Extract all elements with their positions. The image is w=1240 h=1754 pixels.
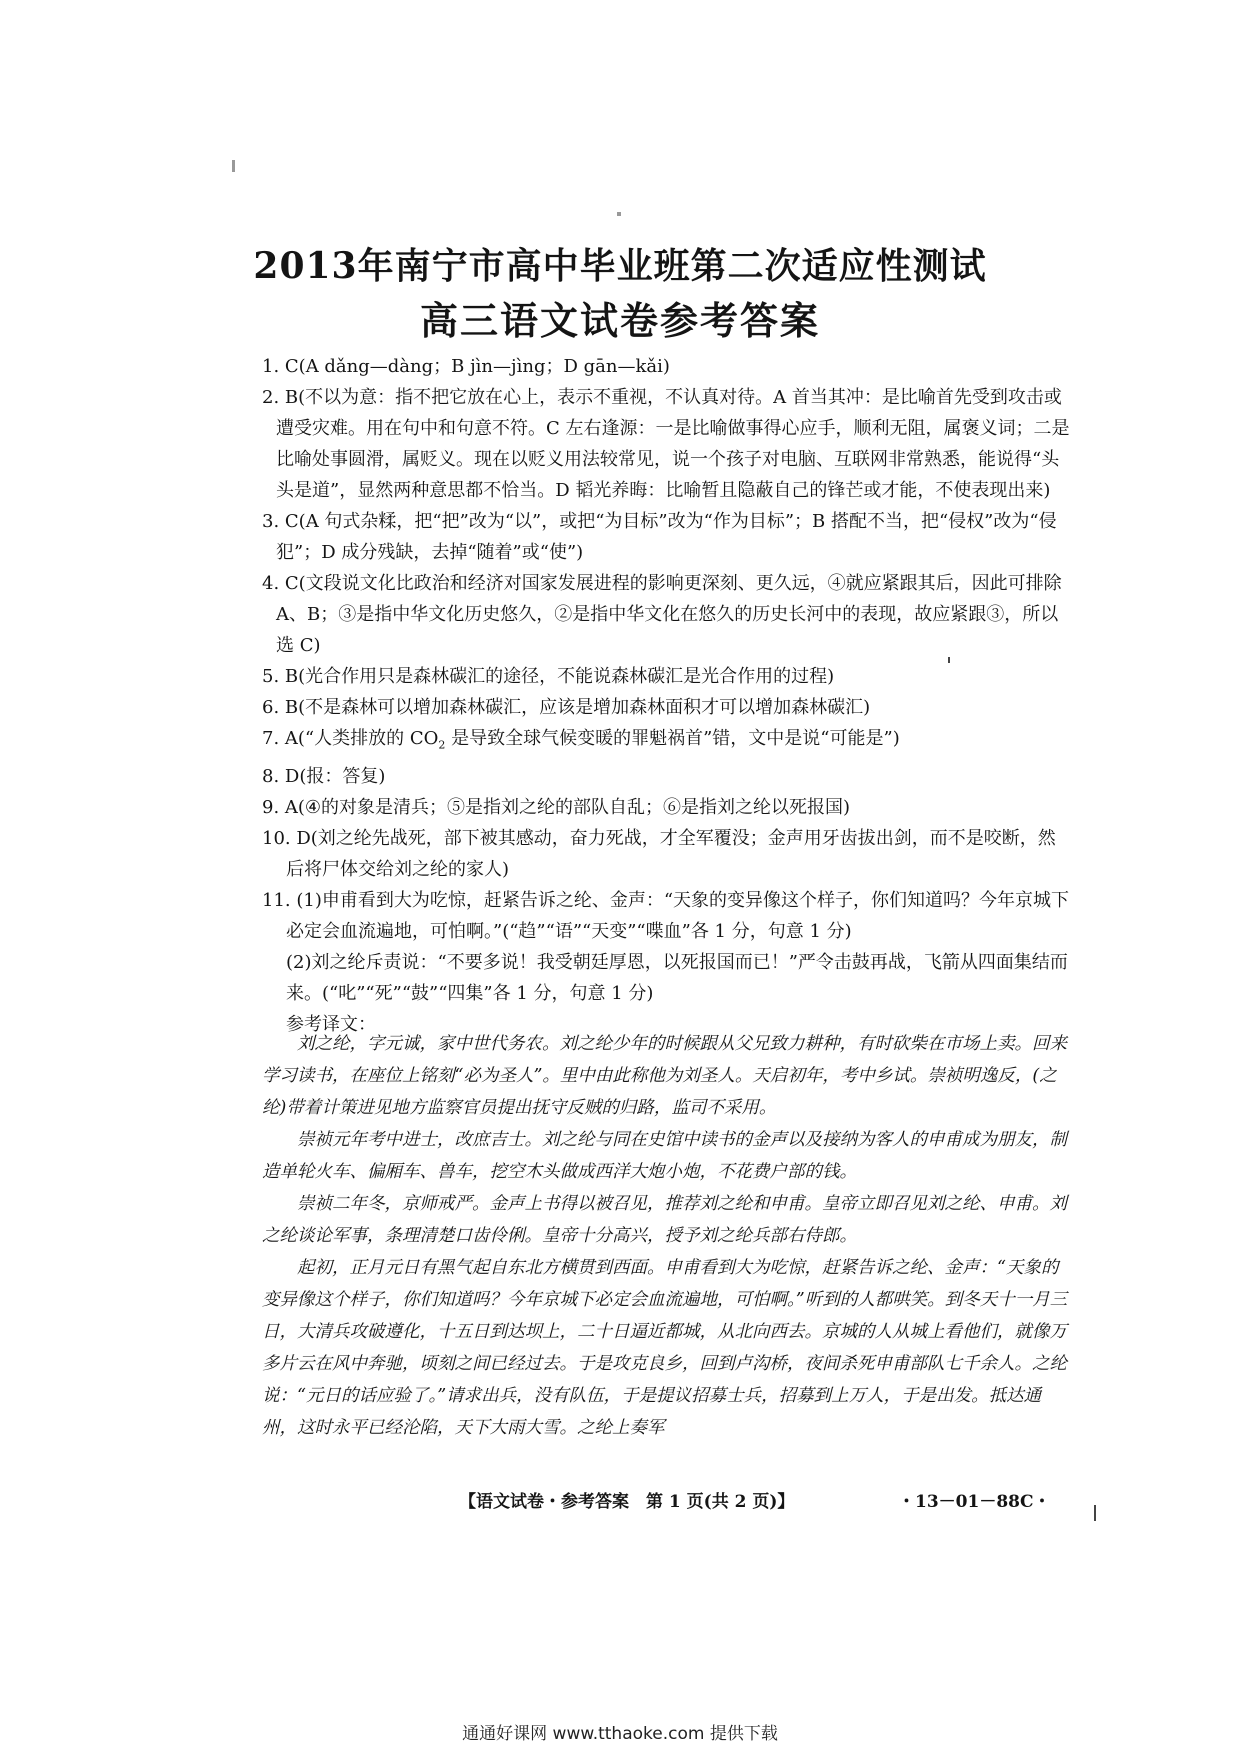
subscript: 2 — [438, 738, 446, 752]
answer-item-9: 9. A(④的对象是清兵；⑤是指刘之纶的部队自乱；⑥是指刘之纶以死报国) — [262, 796, 851, 818]
answer-item-7 — [262, 723, 1072, 761]
scan-speck — [617, 212, 621, 216]
answer-item-6: 6. B(不是森林可以增加森林碳汇，应该是增加森林面积才可以增加森林碳汇) — [262, 697, 871, 718]
answer-item-11-2: (2)刘之纶斥责说：“不要多说！我受朝廷厚恩，以死报国而已！”严令击鼓再战，飞箭从四面集结而来。(“叱”“死”“鼓”“四集”各 1 分，句意 1 分) — [286, 951, 1068, 1004]
document-title: 2013年南宁市高中毕业班第二次适应性测试 — [253, 245, 987, 287]
footer-code: ・13－01－88C・ — [898, 1492, 1051, 1512]
answer-item-5: 5. B(光合作用只是森林碳汇的途径，不能说森林碳汇是光合作用的过程) — [262, 666, 835, 687]
translation-label: 参考译文： — [286, 1013, 376, 1035]
answer-item-2: 2. B(不以为意：指不把它放在心上，表示不重视，不认真对待。A 首当其冲：是比喻首先受到攻击或遭受灾难。用在句中和句意不符。C 左右逢源：一是比喻做事得心应手，顺利无阻，属褒义词；二是比喻处事圆滑，属贬义。现在以贬义用法较常见，说一个孩子对电脑、互联网非常熟悉，能说得“头头是道”，显然两种意思都不恰当。D 韬光养晦：比喻暂且隐蔽自己的锋芒或才能，不使表现出来) — [262, 387, 1070, 501]
answer-item-8: 8. D(报：答复) — [262, 765, 386, 787]
translation-paragraph: 崇祯二年冬，京师戒严。金声上书得以被召见，推荐刘之纶和申甫。皇帝立即召见刘之纶、申甫。刘之纶谈论军事，条理清楚口齿伶俐。皇帝十分高兴，授予刘之纶兵部右侍郎。 — [262, 1194, 1067, 1246]
answer-item-3: 3. C(A 句式杂糅，把“把”改为“以”，或把“为目标”改为“作为目标”；B 搭配不当，把“侵权”改为“侵犯”；D 成分残缺，去掉“随着”或“使”) — [262, 511, 1057, 563]
translation-paragraph: 崇祯元年考中进士，改庶吉士。刘之纶与同在史馆中读书的金声以及接纳为客人的申甫成为朋友，制造单轮火车、偏厢车、兽车，挖空木头做成西洋大炮小炮，不花费户部的钱。 — [262, 1130, 1067, 1182]
answer-item-11-1: 11. (1)申甫看到大为吃惊，赶紧告诉之纶、金声：“天象的变异像这个样子，你们知道吗？今年京城下必定会血流遍地，可怕啊。”(“趋”“语”“天变”“喋血”各 1 分，句意 1 分) — [262, 889, 1070, 942]
scan-speck — [1094, 1505, 1096, 1521]
translation-text — [262, 1028, 1072, 1444]
translation-paragraph: 刘之纶，字元诚，家中世代务农。刘之纶少年的时候跟从父兄致力耕种，有时砍柴在市场上卖。回来学习读书，在座位上铭刻“必为圣人”。里中由此称他为刘圣人。天启初年，考中乡试。崇祯明逸反，(之纶)带着计策进见地方监察官员提出抚守反贼的归路，监司不采用。 — [262, 1034, 1067, 1118]
footer-page-info: 【语文试卷・参考答案 第 1 页(共 2 页)】 — [459, 1492, 795, 1512]
answer-list — [262, 351, 1072, 1040]
download-credit: 通通好课网 www.tthaoke.com 提供下载 — [462, 1724, 778, 1744]
scan-speck — [232, 160, 235, 172]
answer-item-10: 10. D(刘之纶先战死，部下被其感动，奋力死战，才全军覆没；金声用牙齿拔出剑，而不是咬断，然后将尸体交给刘之纶的家人) — [262, 827, 1056, 880]
answer-item-1: 1. C(A dǎng—dàng；B jìn—jìng；D gān—kǎi) — [262, 356, 670, 377]
answer-item-4: 4. C(文段说文化比政治和经济对国家发展进程的影响更深刻、更久远，④就应紧跟其后，因此可排除 A、B；③是指中华文化历史悠久，②是指中华文化在悠久的历史长河中的表现，故应紧跟③，所以选 C) — [262, 573, 1062, 656]
answer-item-7-part-a: 7. A(“人类排放的 CO — [262, 728, 439, 749]
document-subtitle: 高三语文试卷参考答案 — [419, 298, 820, 343]
answer-item-7-part-b: 是导致全球气候变暖的罪魁祸首”错，文中是说“可能是”) — [445, 728, 900, 749]
translation-paragraph: 起初，正月元日有黑气起自东北方横贯到西面。申甫看到大为吃惊，赶紧告诉之纶、金声：“天象的变异像这个样子，你们知道吗？今年京城下必定会血流遍地，可怕啊。”听到的人都哄笑。到冬天十一月三日，大清兵攻破遵化，十五日到达坝上，二十日逼近都城，从北向西去。京城的人从城上看他们，就像万多片云在风中奔驰，顷刻之间已经过去。于是攻克良乡，回到卢沟桥，夜间杀死申甫部队七千余人。之纶说：“元日的话应验了。”请求出兵，没有队伍，于是提议招募士兵，招募到上万人，于是出发。抵达通州，这时永平已经沦陷，天下大雨大雪。之纶上奏军 — [262, 1258, 1068, 1438]
